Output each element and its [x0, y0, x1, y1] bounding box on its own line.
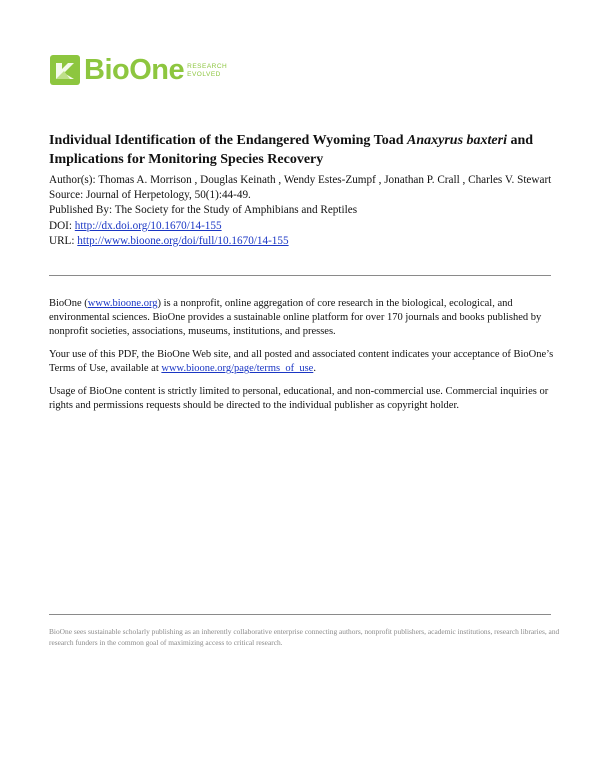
header-divider	[49, 275, 551, 276]
logo-wordmark: BioOne	[84, 54, 185, 86]
authors-line: Author(s): Thomas A. Morrison , Douglas Keinath , Wendy Estes-Zumpf , Jonathan P. Crall , Charles V. Stewart	[49, 174, 552, 186]
article-metadata	[49, 173, 554, 249]
doi-line	[49, 219, 554, 234]
p2-text-after: .	[313, 363, 316, 374]
url-line	[49, 234, 554, 249]
notice-paragraph-1	[49, 297, 554, 339]
title-species-name: Anaxyrus baxteri	[407, 133, 507, 148]
p1-text-after: ) is a nonprofit, online aggregation of core research in the biological, ecological, and environmental sciences. BioOne provides a sustainable online platform for over 170 journals and books published by nonprofit societies, associations, museums, institutions, and presses.	[49, 298, 542, 337]
logo-tagline	[187, 63, 227, 79]
doi-label: DOI:	[49, 219, 75, 232]
bioone-leaf-icon	[50, 55, 80, 85]
title-text-2: and Implications for Monitoring Species Recovery	[49, 133, 534, 167]
url-label: URL:	[49, 234, 78, 247]
notice-paragraph-2	[49, 348, 554, 376]
bioone-logo[interactable]	[50, 54, 227, 86]
bioone-home-link[interactable]: www.bioone.org	[87, 298, 158, 309]
footer-divider	[49, 614, 551, 615]
logo-tagline-line1: RESEARCH	[187, 63, 228, 70]
p1-text-before: BioOne (	[49, 298, 88, 309]
title-text-1: Individual Identification of the Endangered Wyoming Toad	[49, 133, 407, 148]
article-title	[49, 131, 554, 169]
source-line: Source: Journal of Herpetology, 50(1):44-49.	[49, 189, 251, 202]
doi-link[interactable]: http://dx.doi.org/10.1670/14-155	[74, 219, 222, 232]
publisher-line: Published By: The Society for the Study of Amphibians and Reptiles	[49, 204, 358, 217]
logo-tagline-line2: EVOLVED	[187, 71, 221, 78]
terms-of-use-link[interactable]: www.bioone.org/page/terms_of_use	[161, 363, 314, 374]
url-link[interactable]: http://www.bioone.org/doi/full/10.1670/14-155	[77, 234, 289, 247]
notice-paragraph-3: Usage of BioOne content is strictly limited to personal, educational, and non-commercial use. Commercial inquiries or rights and permissions requests should be directed to the individual publisher as copyright holder.	[49, 386, 549, 411]
bioone-notice	[49, 297, 554, 422]
p2-text-before: Your use of this PDF, the BioOne Web site, and all posted and associated content indicates your acceptance of BioOne’s Terms of Use, available at	[49, 349, 554, 374]
footer-text: BioOne sees sustainable scholarly publishing as an inherently collaborative enterprise connecting authors, nonprofit publishers, academic institutions, research libraries, and research funders in the common goal of maximizing access to critical research.	[49, 627, 560, 647]
